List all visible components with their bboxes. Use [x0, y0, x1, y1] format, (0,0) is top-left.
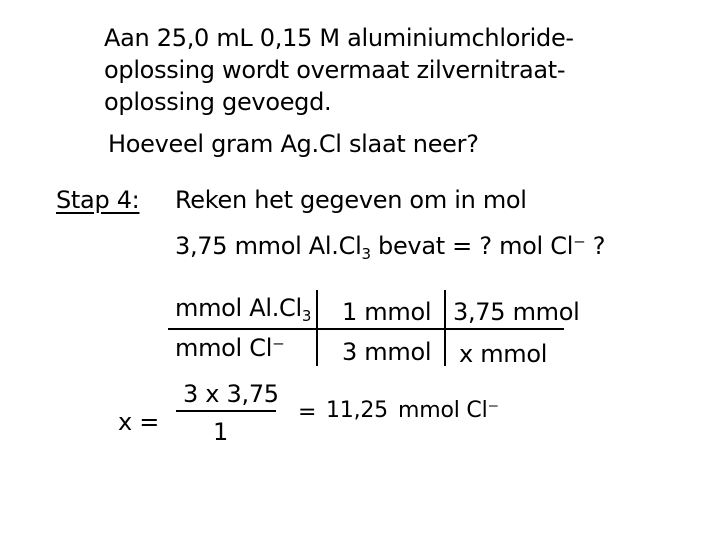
ratio-col2-row2: x mmol	[459, 340, 548, 368]
question-line-4: Hoeveel gram Ag.Cl slaat neer?	[108, 130, 479, 158]
ratio-row1-label-subscript: 3	[301, 307, 312, 325]
calc-fraction-bar	[176, 410, 276, 412]
calc-result-value: 11,25	[326, 398, 388, 423]
calc-numerator: 3 x 3,75	[183, 380, 279, 408]
step-instruction: Reken het gegeven om in mol	[175, 186, 527, 214]
ratio-table-divider-right	[444, 290, 446, 366]
ratio-col2-row1: 3,75 mmol	[453, 298, 580, 326]
question-line-1: Aan 25,0 mL 0,15 M aluminiumchloride-	[104, 24, 574, 52]
ratio-row2-label: mmol Cl⁻	[175, 334, 285, 362]
question-line-3: oplossing gevoegd.	[104, 88, 332, 116]
calc-denominator: 1	[213, 418, 228, 446]
ratio-table-divider-left	[316, 290, 318, 366]
calc-result-equals: =	[298, 400, 317, 425]
ratio-table-horizontal-rule	[168, 328, 564, 330]
ratio-row1-label	[175, 294, 312, 325]
ratio-col1-row2: 3 mmol	[342, 338, 432, 366]
calc-result-unit: mmol Cl⁻	[398, 398, 499, 423]
question-line-2: oplossing wordt overmaat zilvernitraat-	[104, 56, 566, 84]
given-suffix: bevat = ? mol Cl⁻ ?	[370, 232, 606, 260]
given-line	[175, 232, 606, 263]
given-subscript: 3	[361, 245, 371, 263]
step-label: Stap 4:	[56, 186, 140, 214]
given-prefix: 3,75 mmol Al.Cl	[175, 232, 362, 260]
calc-lhs: x =	[118, 408, 160, 436]
ratio-row1-label-prefix: mmol Al.Cl	[175, 294, 302, 322]
ratio-col1-row1: 1 mmol	[342, 298, 432, 326]
